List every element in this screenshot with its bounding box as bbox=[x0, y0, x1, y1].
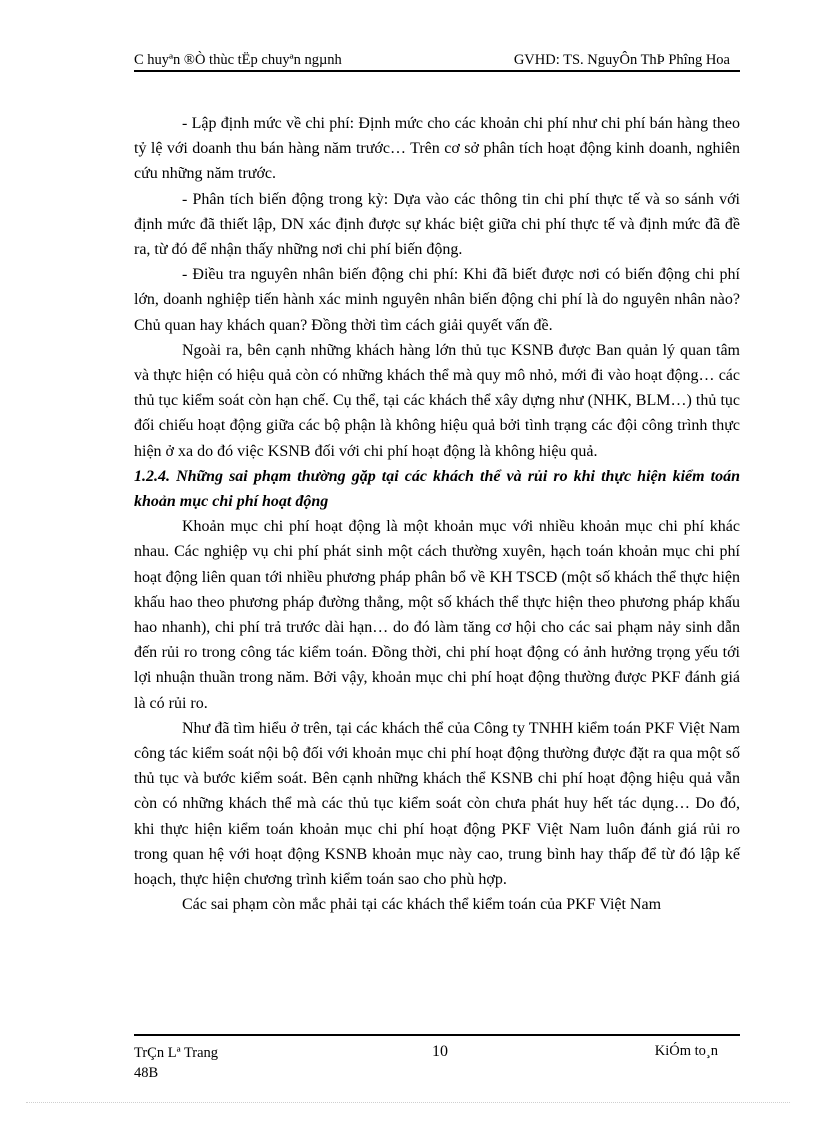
header-advisor: GVHD: TS. NguyÔn ThÞ Phîng Hoa bbox=[513, 52, 730, 68]
section-heading: 1.2.4. Những sai phạm thường gặp tại các khách thể và rủi ro khi thực hiện kiểm toán khoản mục chi phí hoạt động bbox=[134, 467, 740, 511]
page-bottom-divider bbox=[26, 1102, 790, 1103]
paragraph: - Điều tra nguyên nhân biến động chi phí: Khi đã biết được nơi có biến động chi phí lớn, doanh nghiệp tiến hành xác minh nguyên nhân biến động chi phí là do nguyên nhân nào? Chủ quan hay khách quan? Đồng thời tìm cách giải quyết vấn đề. bbox=[134, 266, 740, 334]
footer-author bbox=[134, 1043, 218, 1083]
document-body bbox=[134, 111, 740, 918]
page-number: 10 bbox=[432, 1043, 448, 1060]
paragraph: - Phân tích biến động trong kỳ: Dựa vào các thông tin chi phí thực tế và so sánh với định mức đã thiết lập, DN xác định được sự khác biệt giữa chi phí thực tế và định mức đã đề ra, từ đó để nhận thấy những nơi chi phí biến động. bbox=[134, 190, 740, 259]
footer-author-class: 48B bbox=[134, 1065, 159, 1081]
footer-author-name: TrÇn Lª Trang bbox=[134, 1045, 219, 1061]
paragraph: - Lập định mức về chi phí: Định mức cho các khoản chi phí như chi phí bán hàng theo tỷ lệ với doanh thu bán hàng năm trước… Trên cơ sở phân tích hoạt động kinh doanh, nghiên cứu những năm trước. bbox=[134, 115, 740, 183]
paragraph: Ngoài ra, bên cạnh những khách hàng lớn thủ tục KSNB được Ban quản lý quan tâm và thực hiện có hiệu quả còn có những khách thể mà quy mô nhỏ, mới đi vào hoạt động… các thủ tục kiểm soát còn hạn chế. Cụ thể, tại các khách thể xây dựng như (NHK, BLM…) thủ tục đối chiếu hoạt động giữa các bộ phận là không hiệu quả bởi tình trạng các đội công trình thực hiện ở xa do đó việc KSNB đối với chi phí hoạt động là không hiệu quả. bbox=[134, 341, 740, 460]
paragraph: Khoản mục chi phí hoạt động là một khoản mục với nhiều khoản mục chi phí khác nhau. Các nghiệp vụ chi phí phát sinh một cách thường xuyên, hạch toán khoản mục chi phí hoạt động liên quan tới nhiều phương pháp phân bổ về KH TSCĐ (một số khách thể thực hiện khấu hao theo phương pháp đường thẳng, một số khách thể thực hiện theo phương pháp khấu hao nhanh), chi phí trả trước dài hạn… do đó làm tăng cơ hội cho các sai phạm nảy sinh dẫn đến rủi ro trong công tác kiểm toán. Đồng thời, chi phí hoạt động có ảnh hưởng trọng yếu tới lợi nhuận thuần trong năm. Bởi vậy, khoản mục chi phí hoạt động thường được PKF đánh giá là có rủi ro. bbox=[134, 518, 740, 712]
paragraph: Như đã tìm hiểu ở trên, tại các khách thể của Công ty TNHH kiểm toán PKF Việt Nam công tác kiểm soát nội bộ đối với khoản mục chi phí hoạt động thường được đặt ra qua một số thủ tục và bước kiểm soát. Bên cạnh những khách thể KSNB chi phí hoạt động hiệu quả vẫn còn có những khách thể mà các thủ tục kiểm soát còn chưa phát huy hết tác dụng… Do đó, khi thực hiện kiểm toán khoản mục chi phí hoạt động PKF Việt Nam luôn đánh giá rủi ro trong quan hệ với hoạt động KSNB khoản mục này cao, trung bình hay thấp để từ đó lập kế hoạch, thực hiện chương trình kiểm toán sao cho phù hợp. bbox=[134, 719, 740, 889]
page-header bbox=[134, 50, 740, 72]
page-footer bbox=[134, 1034, 740, 1081]
header-title: C huyªn ®Ò thùc tËp chuyªn ngµnh bbox=[134, 52, 342, 68]
paragraph: Các sai phạm còn mắc phải tại các khách thể kiểm toán của PKF Việt Nam bbox=[182, 896, 662, 914]
footer-subject: KiÓm to¸n bbox=[654, 1043, 718, 1059]
